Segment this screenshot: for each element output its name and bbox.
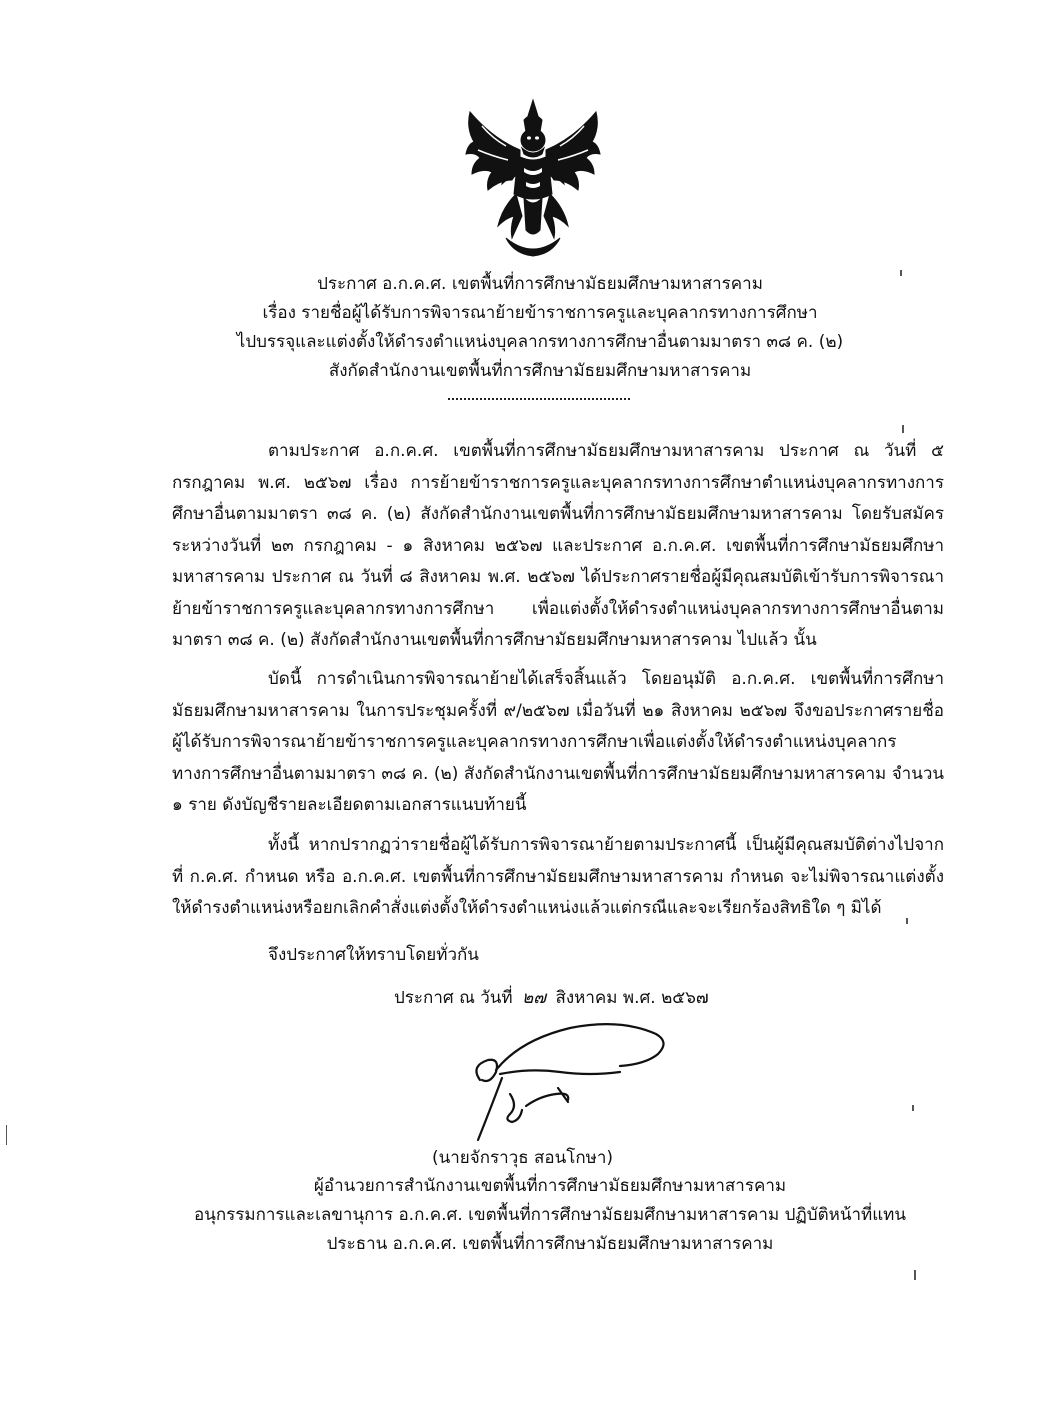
signer-title-3: ประธาน อ.ก.ค.ศ. เขตพื้นที่การศึกษามัธยมศึกษามหาสารคาม [326, 1234, 774, 1254]
announcement-date [394, 983, 709, 1013]
header-line-4: สังกัดสำนักงานเขตพื้นที่การศึกษามัธยมศึกษามหาสารคาม [328, 361, 752, 381]
date-suffix: สิงหาคม พ.ศ. ๒๕๖๗ [555, 988, 709, 1008]
announcement-header [180, 270, 900, 386]
paragraph-1-text: ตามประกาศ อ.ก.ค.ศ. เขตพื้นที่การศึกษามัธยมศึกษามหาสารคาม ประกาศ ณ วันที่ ๕ กรกฎาคม พ.ศ. ๒๕๖๗ เรื่อง การย้ายข้าราชการครูและบุคลากรทางการศึกษาตำแหน่งบุคลากรทางการศึกษาอื่นตามมาตรา ๓๘ ค. (๒) สังกัดสำนักงานเขตพื้นที่การศึกษามัธยมศึกษามหาสารคาม โดยรับสมัคร ระหว่างวันที่ ๒๓ กรกฎาคม - ๑ สิงหาคม ๒๕๖๗ และประกาศ อ.ก.ค.ศ. เขตพื้นที่การศึกษามัธยมศึกษามหาสารคาม ประกาศ ณ วันที่ ๘ สิงหาคม พ.ศ. ๒๕๖๗ ได้ประกาศรายชื่อผู้มีคุณสมบัติเข้ารับการพิจารณาย้ายข้าราชการครูและบุคลากรทางการศึกษา เพื่อแต่งตั้งให้ดำรงตำแหน่งบุคลากรทางการศึกษาอื่นตามมาตรา ๓๘ ค. (๒) สังกัดสำนักงานเขตพื้นที่การศึกษามัธยมศึกษามหาสารคาม ไปแล้ว นั้น [172, 441, 944, 650]
date-prefix: ประกาศ ณ วันที่ [394, 988, 513, 1008]
paragraph-2 [172, 664, 944, 822]
header-divider [448, 398, 630, 400]
signer-name: (นายจักราวุธ สอนโกษา) [432, 1148, 614, 1168]
garuda-emblem-icon [462, 98, 604, 258]
scan-mark [6, 1125, 7, 1145]
scan-mark [900, 270, 902, 276]
signer-title-1: ผู้อำนวยการสำนักงานเขตพื้นที่การศึกษามัธยมศึกษามหาสารคาม [313, 1176, 787, 1196]
header-subject: เรื่อง รายชื่อผู้ได้รับการพิจารณาย้ายข้าราชการครูและบุคลากรทางการศึกษา [262, 303, 818, 323]
scan-mark [912, 1105, 914, 1111]
closing-announcement: จึงประกาศให้ทราบโดยทั่วกัน [268, 945, 479, 965]
header-line-3: ไปบรรจุและแต่งตั้งให้ดำรงตำแหน่งบุคลากรทางการศึกษาอื่นตามมาตรา ๓๘ ค. (๒) [236, 332, 844, 352]
signer-titles [150, 1172, 950, 1259]
handwritten-signature [460, 1010, 680, 1160]
scan-mark [902, 425, 904, 433]
paragraph-2-text: บัดนี้ การดำเนินการพิจารณาย้ายได้เสร็จสิ้นแล้ว โดยอนุมัติ อ.ก.ค.ศ. เขตพื้นที่การศึกษามัธยมศึกษามหาสารคาม ในการประชุมครั้งที่ ๙/๒๕๖๗ เมื่อวันที่ ๒๑ สิงหาคม ๒๕๖๗ จึงขอประกาศรายชื่อผู้ได้รับการพิจารณาย้ายข้าราชการครูและบุคลากรทางการศึกษาเพื่อแต่งตั้งให้ดำรงตำแหน่งบุคลากรทางการศึกษาอื่นตามมาตรา ๓๘ ค. (๒) สังกัดสำนักงานเขตพื้นที่การศึกษามัธยมศึกษามหาสารคาม จำนวน ๑ ราย ดังบัญชีรายละเอียดตามเอกสารแนบท้ายนี้ [172, 669, 944, 815]
scan-mark [914, 1270, 916, 1280]
paragraph-1 [172, 436, 944, 657]
header-line-1: ประกาศ อ.ก.ค.ศ. เขตพื้นที่การศึกษามัธยมศึกษามหาสารคาม [317, 274, 763, 294]
signer-title-2: อนุกรรมการและเลขานุการ อ.ก.ค.ศ. เขตพื้นที่การศึกษามัธยมศึกษามหาสารคาม ปฏิบัติหน้าที่แทน [194, 1205, 906, 1225]
paragraph-3 [172, 830, 944, 925]
date-day-handwritten: ๒๗ [522, 988, 547, 1008]
paragraph-3-text: ทั้งนี้ หากปรากฏว่ารายชื่อผู้ได้รับการพิจารณาย้ายตามประกาศนี้ เป็นผู้มีคุณสมบัติต่างไปจากที่ ก.ค.ศ. กำหนด หรือ อ.ก.ค.ศ. เขตพื้นที่การศึกษามัธยมศึกษามหาสารคาม กำหนด จะไม่พิจารณาแต่งตั้งให้ดำรงตำแหน่งหรือยกเลิกคำสั่งแต่งตั้งให้ดำรงตำแหน่งแล้วแต่กรณีและจะเรียกร้องสิทธิใด ๆ มิได้ [172, 835, 944, 918]
